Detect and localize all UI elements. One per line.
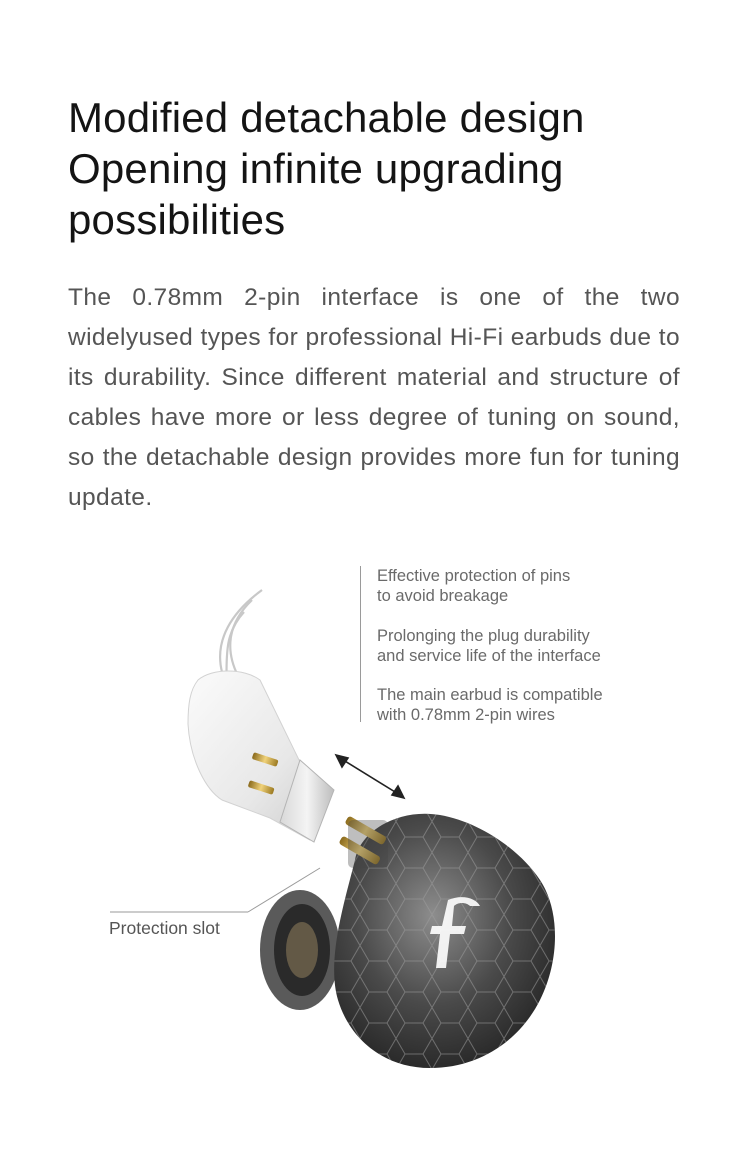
cable-plug: [188, 671, 334, 842]
title-line-2: Opening infinite upgrading: [68, 145, 564, 192]
callout-pin-protection: Effective protection of pins to avoid breakage: [377, 567, 571, 605]
callout-plug-durability: Prolonging the plug durability and service life of the interface: [377, 627, 601, 665]
earbud-pins: [338, 816, 388, 868]
title-line-3: possibilities: [68, 196, 286, 243]
description-paragraph: The 0.78mm 2-pin interface is one of the two widelyused types for professional Hi-Fi earbuds due to its durability. Since different material and structure of cables have more or less degree of tuning on sound, so the detachable design provides more fun for tuning update.: [68, 284, 680, 511]
earbud-body: [260, 814, 555, 1068]
callout-compatibility: The main earbud is compatible with 0.78mm 2-pin wires: [377, 686, 603, 724]
feature-callouts: [360, 566, 661, 722]
insertion-arrow: [336, 755, 404, 798]
protection-slot-label: Protection slot: [109, 918, 220, 938]
page-title: [68, 92, 708, 245]
title-line-1: Modified detachable design: [68, 94, 585, 141]
